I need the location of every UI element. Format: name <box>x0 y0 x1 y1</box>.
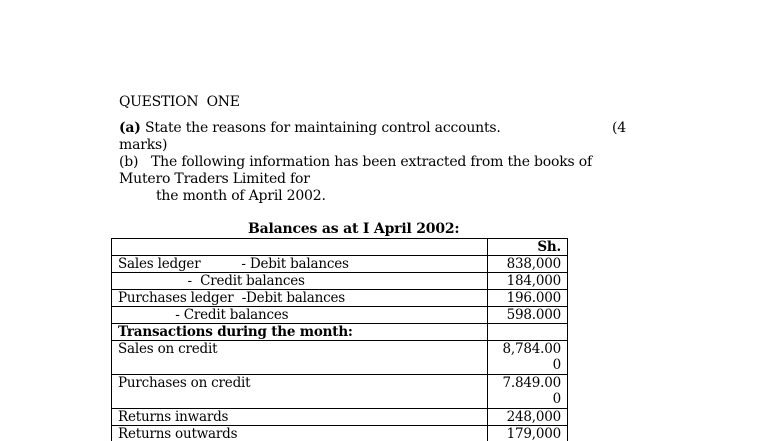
row-amount-line-2: 0 <box>552 391 561 407</box>
row-amount-line-2: 0 <box>552 357 561 373</box>
part-a-text: State the reasons for maintaining control accounts. <box>140 120 501 136</box>
row-amount: 248,000 <box>488 409 568 426</box>
row-label: Purchases ledger -Debit balances <box>112 290 488 307</box>
row-amount: 179,000 <box>488 426 568 441</box>
table-row <box>112 290 568 307</box>
row-label: - Credit balances <box>112 307 488 324</box>
part-a-line <box>119 120 501 136</box>
row-label: - Credit balances <box>112 273 488 290</box>
table-row <box>112 307 568 324</box>
row-label: Returns inwards <box>112 409 488 426</box>
row-amount: 196.000 <box>488 290 568 307</box>
table-row <box>112 409 568 426</box>
part-a-marks-open: (4 <box>612 120 626 136</box>
section-label: Transactions during the month: <box>112 324 488 341</box>
table-header-row <box>112 239 568 256</box>
part-a-marks-close: marks) <box>119 137 168 153</box>
table-header-desc <box>112 239 488 256</box>
table-row <box>112 375 568 409</box>
balances-table <box>111 238 568 441</box>
table-row <box>112 256 568 273</box>
table-row <box>112 341 568 375</box>
row-label: Sales on credit <box>112 341 488 375</box>
row-label: Purchases on credit <box>112 375 488 409</box>
row-amount: 184,000 <box>488 273 568 290</box>
row-amount <box>488 375 568 409</box>
table-section-row <box>112 324 568 341</box>
table-title: Balances as at I April 2002: <box>248 221 460 237</box>
row-label: Sales ledger - Debit balances <box>112 256 488 273</box>
row-amount: 838,000 <box>488 256 568 273</box>
part-b-line-1: (b) The following information has been extracted from the books of <box>119 154 592 170</box>
part-b-line-2: Mutero Traders Limited for <box>119 171 310 187</box>
row-amount <box>488 324 568 341</box>
table-row <box>112 273 568 290</box>
part-b-line-3: the month of April 2002. <box>156 188 326 204</box>
question-heading: QUESTION ONE <box>119 94 240 110</box>
part-a-label: (a) <box>119 120 141 136</box>
row-amount <box>488 341 568 375</box>
row-amount-line-1: 7.849.00 <box>502 375 561 391</box>
table-header-amount: Sh. <box>488 239 568 256</box>
row-amount: 598.000 <box>488 307 568 324</box>
row-amount-line-1: 8,784.00 <box>502 341 561 357</box>
row-label: Returns outwards <box>112 426 488 441</box>
table-row <box>112 426 568 441</box>
